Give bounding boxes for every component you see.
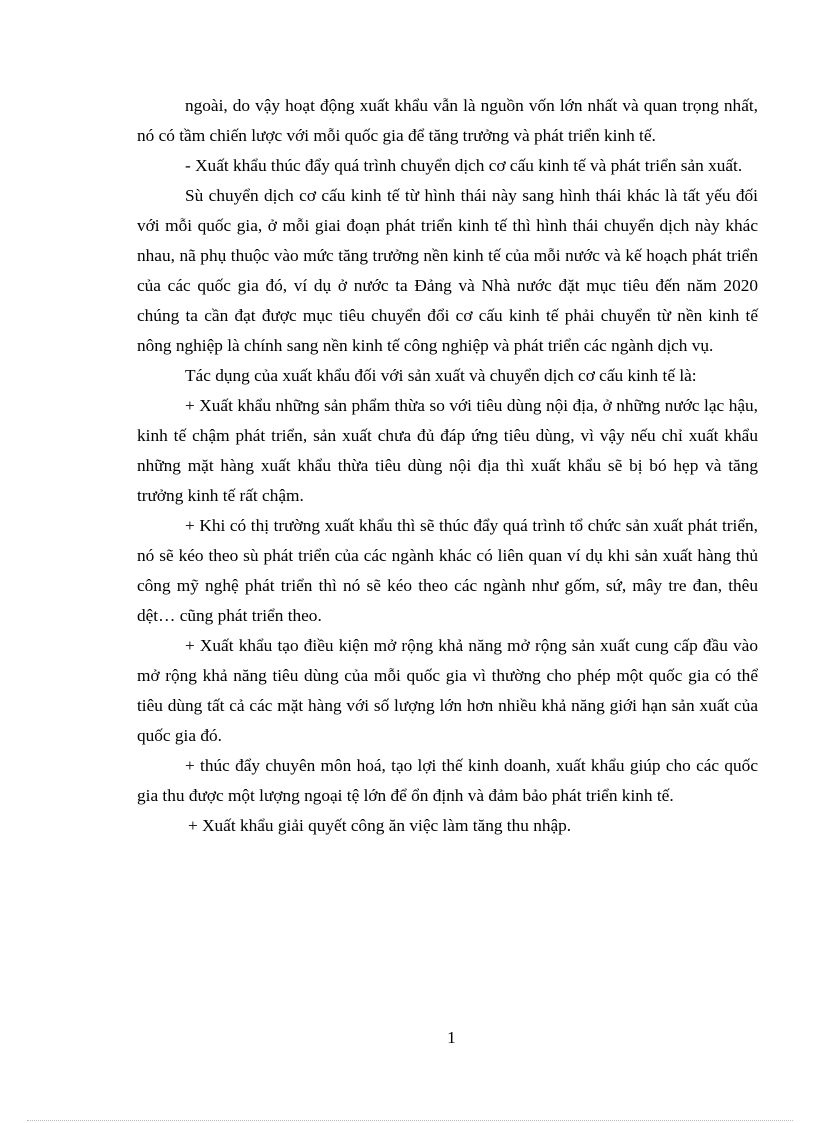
paragraph-effect-market-driven-production: + Khi có thị trường xuất khẩu thì sẽ thúc đẩy quá trình tổ chức sản xuất phát triển, nó sẽ kéo theo sù phát triển của các ngành khác có liên quan ví dụ khi sản xuất hàng thủ công mỹ nghệ phát triển thì nó sẽ kéo theo các ngành như gốm, sứ, mây tre đan, thêu dệt… cũng phát triển theo. <box>137 516 758 625</box>
paragraph-effect-expand-capacity: + Xuất khẩu tạo điều kiện mở rộng khả năng mở rộng sản xuất cung cấp đầu vào mở rộng khả năng tiêu dùng của mỗi quốc gia vì thường cho phép một quốc gia có thể tiêu dùng tất cả các mặt hàng với số lượng lớn hơn nhiều khả năng giới hạn sản xuất của quốc gia đó. <box>137 636 758 745</box>
paragraph-effects-intro: Tác dụng của xuất khẩu đối với sản xuất và chuyển dịch cơ cấu kinh tế là: <box>185 366 697 385</box>
page-bottom-divider <box>27 1120 793 1121</box>
document-body <box>137 91 758 841</box>
paragraph-structural-shift-explanation: Sù chuyển dịch cơ cấu kinh tế từ hình thái này sang hình thái khác là tất yếu đối với mỗi quốc gia, ở mỗi giai đoạn phát triển kinh tế thì hình thái chuyển dịch này khác nhau, nã phụ thuộc vào mức tăng trưởng nền kinh tế của mỗi nước và kế hoạch phát triển của các quốc gia đó, ví dụ ở nước ta Đảng và Nhà nước đặt mục tiêu đến năm 2020 chúng ta cần đạt được mục tiêu chuyển đổi cơ cấu kinh tế phải chuyển từ nền kinh tế nông nghiệp là chính sang nền kinh tế công nghiệp và phát triển các ngành dịch vụ. <box>137 186 758 355</box>
paragraph-effect-specialization: + thúc đẩy chuyên môn hoá, tạo lợi thế kinh doanh, xuất khẩu giúp cho các quốc gia thu được một lượng ngoại tệ lớn để ổn định và đảm bảo phát triển kinh tế. <box>137 756 758 805</box>
paragraph-effect-employment: + Xuất khẩu giải quyết công ăn việc làm tăng thu nhập. <box>188 816 572 835</box>
paragraph-export-structural-shift-heading: - Xuất khẩu thúc đẩy quá trình chuyển dịch cơ cấu kinh tế và phát triển sản xuất. <box>185 156 743 175</box>
paragraph-effect-surplus-export: + Xuất khẩu những sản phẩm thừa so với tiêu dùng nội địa, ở những nước lạc hậu, kinh tế chậm phát triển, sản xuất chưa đủ đáp ứng tiêu dùng, vì vậy nếu chỉ xuất khẩu những mặt hàng xuất khẩu thừa tiêu dùng nội địa thì xuất khẩu sẽ bị bó hẹp và tăng trưởng kinh tế rất chậm. <box>137 396 758 505</box>
page-number: 1 <box>447 1028 456 1047</box>
paragraph-export-capital-source: ngoài, do vậy hoạt động xuất khẩu vẫn là nguồn vốn lớn nhất và quan trọng nhất, nó có tầm chiến lược với mỗi quốc gia để tăng trưởng và phát triển kinh tế. <box>137 96 758 145</box>
